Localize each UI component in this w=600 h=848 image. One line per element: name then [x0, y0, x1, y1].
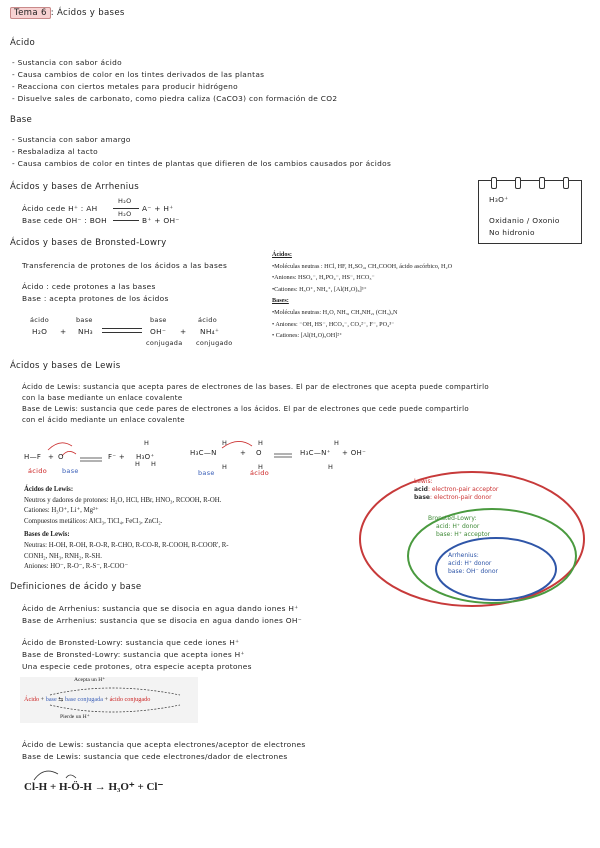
page-title — [10, 8, 125, 18]
acido-item: - Causa cambios de color en los tintes derivados de las plantas — [12, 70, 265, 79]
scheme-top: Acepta un H⁺ — [74, 677, 106, 683]
atom-h: H — [258, 463, 263, 471]
arrhenius-heading: Ácidos y bases de Arrhenius — [10, 182, 139, 192]
base-item: - Resbaladiza al tacto — [12, 147, 98, 156]
topic-tag: Tema 6 — [10, 7, 51, 19]
rx2-product: H₃C—N⁺ — [300, 449, 331, 457]
table-bases-row: • Aniones: ⁻OH, HS⁻, HCO₃⁻, CO₃²⁻, F⁻, PO₄³⁻ — [272, 320, 395, 328]
definition-line: Una especie cede protones, otra especie acepta protones — [22, 662, 252, 671]
binder-rings — [491, 177, 569, 189]
ring-icon — [563, 177, 569, 189]
definiciones-heading: Definiciones de ácido y base — [10, 582, 142, 592]
species-label: ácido — [30, 316, 49, 324]
table-bases-row: • Cationes: [Al(H₂O)₅OH]²⁺ — [272, 332, 343, 340]
venn-lewis-acid-tail: : electron-pair acceptor — [427, 486, 499, 493]
arrhenius-base-products: B⁺ + OH⁻ — [142, 216, 180, 225]
lewis-bases-row: Aniones: HO⁻, R-O⁻, R-S⁻, R-COO⁻ — [24, 563, 129, 571]
rx2-oh: + OH⁻ — [342, 449, 367, 457]
ring-icon — [491, 177, 497, 189]
rx2-plus: + — [240, 449, 247, 457]
rx2-acid-label: ácido — [250, 469, 269, 477]
scheme-arrow: ⇆ — [58, 696, 64, 703]
lewis-heading: Ácidos y bases de Lewis — [10, 361, 121, 371]
rx1-hydronium: H₃O⁺ — [136, 453, 155, 461]
species: + — [60, 327, 67, 336]
conj-label: conjugado — [196, 339, 233, 347]
arrhenius-base-label: Base cede OH⁻ : BOH — [22, 216, 108, 225]
reaction-arrow — [113, 220, 139, 221]
lewis-acids-title: Ácidos de Lewis: — [24, 486, 74, 493]
atom-h: H — [222, 439, 227, 447]
rx1-base-label: base — [62, 467, 79, 475]
venn-lewis-title: Lewis: — [414, 478, 433, 485]
table-bases-row: •Moléculas neutras: H₂O, NH₃, CH₃NH₂, (CH₃)₃N — [272, 308, 398, 316]
venn-ar-acid: acid: H⁺ donor — [448, 560, 492, 567]
ring-icon — [539, 177, 545, 189]
arrhenius-base-arrow-label: H₂O — [118, 210, 132, 218]
venn-bl-title: Bronsted-Lowry: — [428, 515, 477, 522]
lewis-base-def: Base de Lewis: sustancia que cede pares de electrones a los ácidos. El par de electrones que cede puede compartirlo — [22, 405, 469, 413]
lewis-acid-def: con la base mediante un enlace covalente — [22, 394, 183, 402]
rx1-acid-label: ácido — [28, 467, 47, 475]
bronsted-transfer: Transferencia de protones de los ácidos a las bases — [22, 261, 228, 270]
lewis-bases-row: CONH₂, NH₃, RNH₂, R-SH. — [24, 552, 102, 560]
table-acids-row: •Cationes: H₃O⁺, NH₄⁺, [Al(H₂O)₆]³⁺ — [272, 285, 367, 293]
lewis-def-line: Base de Lewis: sustancia que cede electrones/dador de electrones — [22, 752, 288, 761]
equilibrium-arrow — [102, 332, 142, 333]
electron-arrow — [48, 443, 72, 450]
rx1-left: H—F — [24, 453, 42, 461]
lewis-def-line: Ácido de Lewis: sustancia que acepta electrones/aceptor de electrones — [22, 740, 306, 749]
bronsted-base-def: Base : acepta protones de los ácidos — [22, 294, 169, 303]
lewis-acids-row: Neutros y dadores de protones: H₂O, HCl, HBr, HNO₃, RCOOH, R-OH. — [24, 496, 222, 504]
venn-ar-base: base: OH⁻ donor — [448, 568, 498, 575]
definition-line: Base de Bronsted-Lowry: sustancia que acepta iones H⁺ — [22, 650, 245, 659]
lewis-acid-def: Ácido de Lewis: sustancia que acepta pares de electrones de las bases. El par de electrones que acepta puede compartirlo — [22, 383, 489, 391]
atom-h: H — [222, 463, 227, 471]
lewis-acids-row: Cationes: H₃O⁺, Li⁺, Mg²⁺ — [24, 507, 99, 515]
atom-h: H — [135, 460, 140, 468]
scheme-row — [24, 696, 150, 703]
scheme-plus: + — [40, 696, 45, 703]
bronsted-table — [272, 249, 452, 342]
rx1-plus: + — [48, 453, 55, 461]
species: NH₃ — [78, 327, 93, 336]
note-box — [478, 180, 582, 244]
base-heading: Base — [10, 115, 33, 125]
atom-h: H — [144, 439, 149, 447]
lewis-bases-title: Bases de Lewis: — [24, 531, 70, 539]
definition-line: Base de Arrhenius: sustancia que se disocia en agua dando iones OH⁻ — [22, 616, 302, 625]
bottom-curve — [50, 705, 180, 712]
table-acids-row: •Moléculas neutras : HCl, HF, H₂SO₄, CH₃COOH, ácido ascórbico, H₂O — [272, 262, 453, 270]
box-line: Oxidanio / Oxonio — [489, 216, 560, 225]
acido-item: - Disuelve sales de carbonato, como piedra caliza (CaCO3) con formación de CO2 — [12, 94, 338, 103]
species-label: base — [76, 316, 93, 324]
electron-arrow — [62, 451, 76, 456]
rx2-water: O — [256, 449, 262, 457]
acido-item: - Reacciona con ciertos metales para producir hidrógeno — [12, 82, 238, 91]
definition-line: Ácido de Arrhenius: sustancia que se disocia en agua dando iones H⁺ — [22, 604, 299, 613]
arrhenius-acid-products: A⁻ + H⁺ — [142, 204, 174, 213]
top-curve — [50, 688, 180, 695]
reaction-arrow — [113, 208, 139, 209]
venn-lewis-base-tail: : electron-pair donor — [429, 494, 492, 501]
conj-label: conjugada — [146, 339, 183, 347]
scheme-base-conj: base conjugada — [65, 696, 103, 703]
species: OH⁻ — [150, 327, 167, 336]
scheme-bottom: Pierde un H⁺ — [60, 714, 90, 720]
species: NH₄⁺ — [200, 327, 220, 336]
scheme-acido-conj: ácido conjugado — [109, 696, 151, 703]
title-text: : Ácidos y bases — [50, 8, 125, 18]
scheme-acido: Ácido — [24, 696, 40, 703]
definition-line: Ácido de Bronsted-Lowry: sustancia que cede iones H⁺ — [22, 638, 240, 647]
rx2-left: H₃C—N — [190, 449, 217, 457]
ring-icon — [515, 177, 521, 189]
lewis-base-def: con el ácido mediante un enlace covalente — [22, 416, 185, 424]
rx2-base-label: base — [198, 469, 215, 477]
arrhenius-acid-arrow-label: H₂O — [118, 197, 132, 205]
lewis-acids-row: Compuestos metálicos: AlCl₃, TiCl₄, FeCl₃, ZnCl₂. — [24, 517, 163, 525]
venn-bl-text — [428, 515, 490, 539]
arrhenius-acid-label: Ácido cede H⁺ : AH — [22, 204, 98, 213]
lewis-list — [24, 485, 229, 573]
electron-arrow — [34, 771, 58, 780]
table-acids-row: •Aniones: HSO₄⁻, H₂PO₄⁻, HS⁻, HCO₃⁻ — [272, 274, 375, 282]
venn-ar-title: Arrhenius: — [448, 552, 479, 559]
base-item: - Sustancia con sabor amargo — [12, 135, 131, 144]
box-line: No hidronio — [489, 228, 535, 237]
scheme-plus: + — [104, 696, 109, 703]
venn-bl-acid: acid: H⁺ donor — [436, 523, 480, 530]
venn-ar-text — [448, 552, 498, 576]
acido-heading: Ácido — [10, 38, 36, 48]
atom-h: H — [328, 463, 333, 471]
lewis-bases-row: Neutras: H-OH, R-OH, R-O-R, R-CHO, R-CO-R, R-COOH, R-COOR', R- — [24, 541, 229, 549]
table-bases-title: Bases: — [272, 297, 289, 305]
rx1-products: F⁻ + — [108, 453, 126, 461]
species-label: ácido — [198, 316, 217, 324]
final-equation: Cl-H + H-Ö-H → H₃O⁺ + Cl⁻ — [24, 781, 164, 793]
scheme-base: base — [45, 696, 57, 703]
table-acids-title: Ácidos: — [272, 251, 292, 258]
species-label: base — [150, 316, 167, 324]
box-ion: H₃O⁺ — [489, 195, 509, 204]
species: H₂O — [32, 327, 48, 336]
atom-h: H — [334, 439, 339, 447]
atom-h: H — [151, 460, 156, 468]
rx1-water: O — [58, 453, 64, 461]
bronsted-heading: Ácidos y bases de Bronsted-Lowry — [10, 238, 167, 248]
venn-lewis-text: Lewis: acid: electron-pair acceptor base: electron-pair donor — [414, 478, 499, 501]
acido-item: - Sustancia con sabor ácido — [12, 58, 122, 67]
bronsted-acid-def: Ácido : cede protones a las bases — [22, 282, 156, 291]
venn-bl-base: base: H⁺ acceptor — [436, 531, 491, 538]
atom-h: H — [258, 439, 263, 447]
species: + — [180, 327, 187, 336]
base-item: - Causa cambios de color en tintes de plantas que difieren de los cambios causados por ácidos — [12, 159, 392, 168]
electron-arrow — [66, 775, 76, 778]
equilibrium-arrow — [102, 328, 142, 329]
